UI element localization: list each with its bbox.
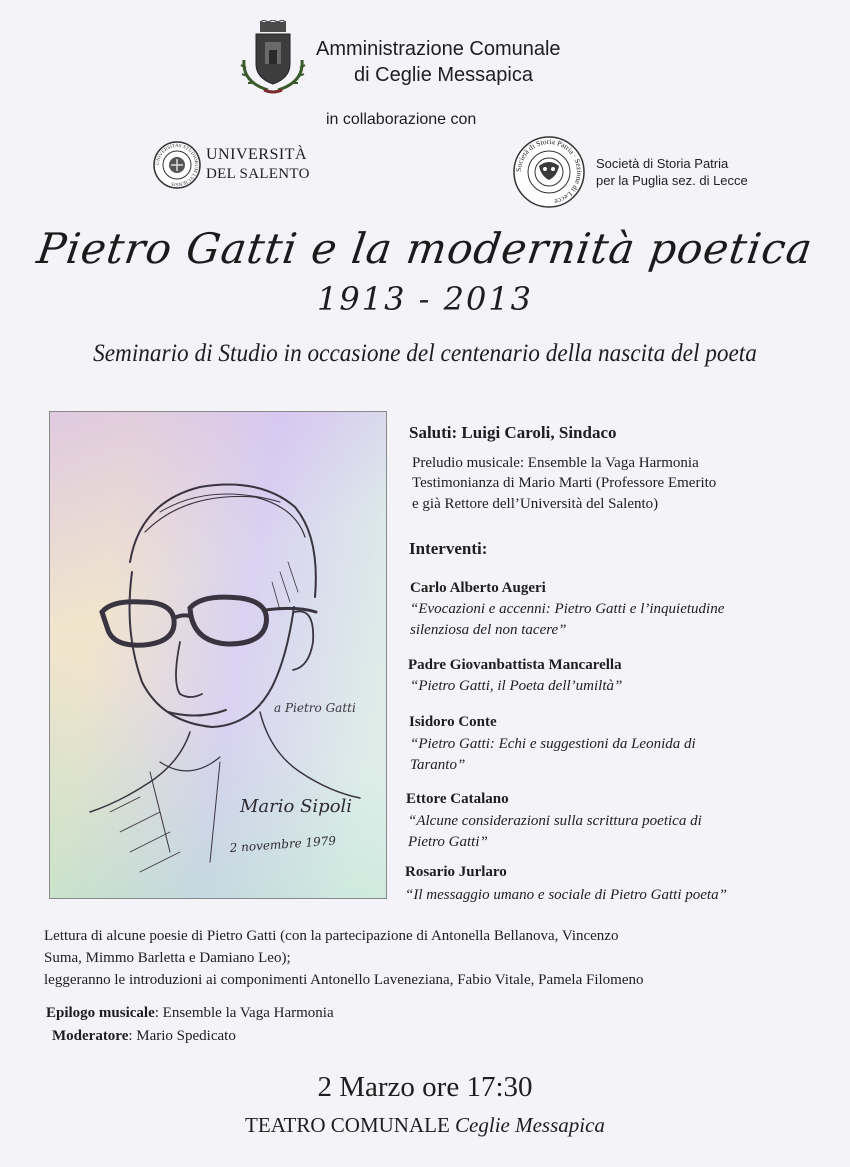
- epilogue-value: : Ensemble la Vaga Harmonia: [154, 1005, 334, 1021]
- testimony-line2: e già Rettore dell’Università del Salento): [412, 496, 659, 512]
- venue-city: Ceglie Messapica: [455, 1113, 605, 1137]
- speaker-talk-title-cont: silenziosa del non tacere”: [410, 622, 567, 638]
- moderator-label: Moderatore: [52, 1028, 129, 1044]
- society-name-line1: Società di Storia Patria: [596, 156, 729, 171]
- event-date-time: 2 Marzo ore 17:30: [317, 1071, 533, 1103]
- portrait-inscription: a Pietro Gatti: [274, 701, 356, 715]
- reading-line2: Suma, Mimmo Barletta e Damiano Leo);: [44, 950, 291, 966]
- musical-prelude: Preludio musicale: Ensemble la Vaga Harmonia: [412, 455, 699, 471]
- moderator: [52, 1028, 236, 1045]
- speaker-name: Padre Giovanbattista Mancarella: [408, 657, 622, 673]
- university-name-line1: UNIVERSITÀ: [206, 146, 307, 163]
- event-title: Pietro Gatti e la modernità poetica: [34, 224, 816, 273]
- speaker-talk-title: “Evocazioni e accenni: Pietro Gatti e l’inquietudine: [410, 601, 725, 617]
- interventions-heading: Interventi:: [409, 539, 488, 558]
- speaker-name: Ettore Catalano: [406, 791, 509, 807]
- poetry-reading-description: [44, 925, 804, 991]
- testimony-line1: Testimonianza di Mario Marti (Professore Emerito: [412, 475, 717, 491]
- portrait-drawing: [49, 411, 387, 899]
- musical-epilogue: [46, 1005, 334, 1022]
- welcome-line: Saluti: Luigi Caroli, Sindaco: [409, 423, 617, 442]
- society-seal-text: Società di Storia Patria · Sezione di Lecce: [513, 136, 585, 207]
- university-seal-logo: [153, 141, 201, 189]
- portrait-date: 2 novembre 1979: [229, 833, 337, 855]
- university-name-line2: DEL SALENTO: [206, 166, 310, 182]
- venue-name: TEATRO COMUNALE: [245, 1113, 450, 1137]
- speaker-talk-title: “Pietro Gatti, il Poeta dell’umiltà”: [410, 678, 623, 694]
- event-subtitle: Seminario di Studio in occasione del centenario della nascita del poeta: [93, 340, 757, 367]
- university-seal-text: UNIVERSITAS STUDIORUM LYCIENSIS: [155, 143, 199, 187]
- society-name-line2: per la Puglia sez. di Lecce: [596, 173, 748, 188]
- collaboration-label: in collaborazione con: [326, 111, 477, 128]
- speaker-talk-title-cont: Pietro Gatti”: [408, 834, 488, 850]
- organizer-name-line2: di Ceglie Messapica: [354, 64, 533, 86]
- moderator-value: : Mario Spedicato: [128, 1028, 236, 1044]
- reading-line1: Lettura di alcune poesie di Pietro Gatti (con la partecipazione di Antonella Bellanova, Vincenzo: [44, 928, 619, 944]
- speaker-name: Isidoro Conte: [409, 714, 497, 730]
- speaker-talk-title: “Alcune considerazioni sulla scrittura poetica di: [408, 813, 702, 829]
- speaker-talk-title: “Pietro Gatti: Echi e suggestioni da Leonida di: [410, 736, 696, 752]
- speaker-talk-title: “Il messaggio umano e sociale di Pietro Gatti poeta”: [405, 887, 727, 903]
- organizer-name-line1: Amministrazione Comunale: [316, 38, 561, 60]
- epilogue-label: Epilogo musicale: [46, 1005, 155, 1021]
- society-seal-logo: [511, 134, 587, 210]
- event-venue: [0, 1113, 850, 1138]
- event-years: 1913 - 2013: [316, 280, 534, 318]
- ceglie-coat-of-arms-logo: [238, 20, 308, 96]
- reading-line3: leggeranno le introduzioni ai componimenti Antonello Laveneziana, Fabio Vitale, Pamela Filomeno: [44, 972, 644, 988]
- speaker-talk-title-cont: Taranto”: [410, 757, 466, 773]
- portrait-signature: Mario Sipoli: [240, 796, 353, 817]
- speaker-name: Rosario Jurlaro: [405, 864, 507, 880]
- speaker-name: Carlo Alberto Augeri: [410, 580, 546, 596]
